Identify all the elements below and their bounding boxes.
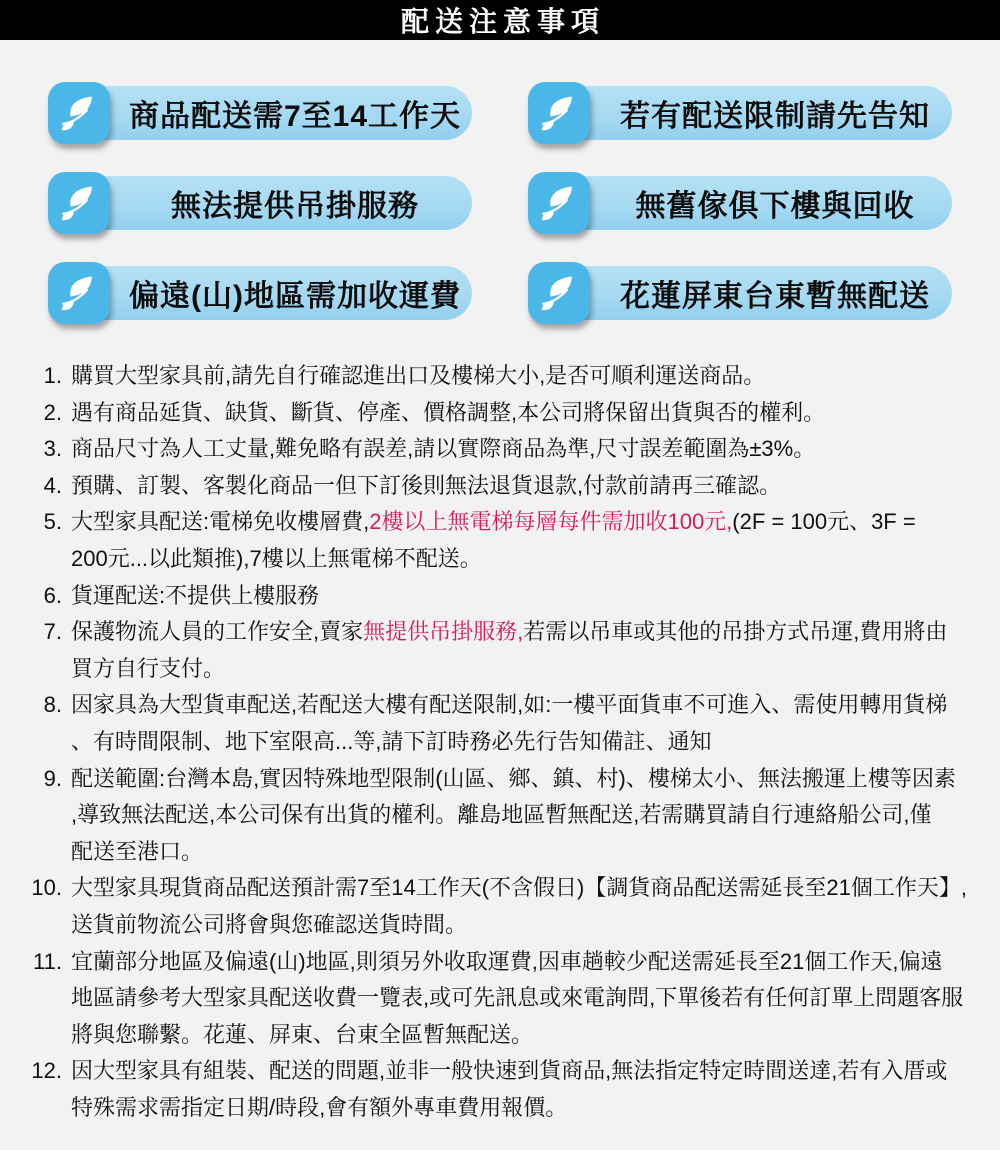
badge-3 (48, 172, 472, 234)
badge-label: 無法提供吊掛服務 (60, 176, 472, 230)
note-line (71, 651, 980, 688)
header-bar (0, 0, 1000, 40)
note-item (20, 687, 980, 760)
note-segment: 因大型家具有組裝、配送的問題,並非一般快速到貨商品,無法指定特定時間送達,若有入厝或 (71, 1058, 948, 1084)
note-line (71, 834, 980, 871)
note-number: 9. (43, 765, 62, 791)
note-line (71, 724, 980, 761)
note-segment: 預購、訂製、客製化商品一但下訂後則無法退貨退款,付款前請再三確認。 (71, 472, 782, 498)
note-segment: 地區請參考大型家具配送收費一覽表,或可先訊息或來電詢問,下單後若有任何訂單上問題客服 (71, 985, 964, 1011)
note-segment: 買方自行支付。 (71, 655, 226, 681)
note-line (71, 431, 980, 468)
note-line (71, 614, 980, 651)
note-item (20, 1053, 980, 1126)
note-number: 8. (43, 692, 62, 718)
note-segment: ,導致無法配送,本公司保有出貨的權利。離島地區暫無配送,若需購買請自行連絡船公司,僅 (71, 802, 932, 828)
note-highlight: 2樓以上無電梯每層每件需加收100元, (369, 509, 733, 535)
note-line (71, 395, 980, 432)
note-number: 5. (43, 509, 62, 535)
note-number: 12. (31, 1058, 62, 1084)
note-segment: 大型家具配送:電梯免收樓層費, (71, 509, 370, 535)
badge-label: 偏遠(山)地區需加收運費 (60, 266, 472, 320)
note-segment: 、有時間限制、地下室限高...等,請下訂時務必先行告知備註、通知 (71, 728, 712, 754)
note-item (20, 358, 980, 395)
note-item (20, 761, 980, 871)
note-item (20, 431, 980, 468)
note-segment: 若需以吊車或其他的吊掛方式吊運,費用將由 (523, 619, 948, 645)
note-line (71, 541, 980, 578)
note-text (71, 944, 980, 1054)
note-line (71, 907, 980, 944)
note-segment: 商品尺寸為人工丈量,難免略有誤差,請以實際商品為準,尺寸誤差範圍為±3%。 (71, 436, 816, 462)
note-number: 4. (43, 472, 62, 498)
badge-label: 若有配送限制請先告知 (540, 86, 952, 140)
note-text (71, 431, 980, 468)
note-text (71, 358, 980, 395)
note-item (20, 614, 980, 687)
badge-5 (48, 262, 472, 324)
note-segment: 因家具為大型貨車配送,若配送大樓有配送限制,如:一樓平面貨車不可進入、需使用轉用貨梯 (71, 692, 948, 718)
note-segment: 200元...以此類推),7樓以上無電梯不配送。 (71, 545, 482, 571)
note-segment: 配送至港口。 (71, 838, 204, 864)
badge-4 (528, 172, 952, 234)
note-text (71, 504, 980, 577)
note-segment: 遇有商品延貨、缺貨、斷貨、停產、價格調整,本公司將保留出貨與否的權利。 (71, 399, 826, 425)
badge-2 (528, 82, 952, 144)
badge-6 (528, 262, 952, 324)
note-line (71, 761, 980, 798)
note-line (71, 1053, 980, 1090)
leaf-icon (48, 262, 110, 324)
note-item (20, 468, 980, 505)
note-text (71, 870, 980, 943)
note-text (71, 1053, 980, 1126)
note-number: 7. (43, 619, 62, 645)
badge-1 (48, 82, 472, 144)
note-line (71, 1017, 980, 1054)
note-highlight: 無提供吊掛服務, (363, 619, 524, 645)
note-segment: 送貨前物流公司將會與您確認送貨時間。 (71, 911, 468, 937)
note-segment: 保護物流人員的工作安全,賣家 (71, 619, 364, 645)
note-number: 6. (43, 582, 62, 608)
note-text (71, 395, 980, 432)
note-text (71, 614, 980, 687)
note-line (71, 358, 980, 395)
note-line (71, 468, 980, 505)
note-number: 2. (43, 399, 62, 425)
badge-label: 商品配送需7至14工作天 (60, 86, 472, 140)
note-item (20, 504, 980, 577)
leaf-icon (528, 262, 590, 324)
note-line (71, 944, 980, 981)
leaf-icon (48, 82, 110, 144)
note-line (71, 504, 980, 541)
note-item (20, 578, 980, 615)
badge-grid (48, 82, 952, 324)
note-line (71, 1090, 980, 1127)
note-line (71, 687, 980, 724)
note-text (71, 578, 980, 615)
delivery-notes-list (20, 358, 980, 1126)
note-text (71, 687, 980, 760)
note-number: 1. (43, 363, 62, 388)
note-item (20, 395, 980, 432)
note-item (20, 870, 980, 943)
badge-label: 花蓮屏東台東暫無配送 (540, 266, 952, 320)
note-line (71, 870, 980, 907)
note-number: 11. (33, 948, 62, 974)
note-segment: 購買大型家具前,請先自行確認進出口及樓梯大小,是否可順利運送商品。 (71, 363, 766, 388)
leaf-icon (48, 172, 110, 234)
note-segment: 宜蘭部分地區及偏遠(山)地區,則須另外收取運費,因車趟較少配送需延長至21個工作天,偏遠 (71, 948, 943, 974)
note-line (71, 980, 980, 1017)
note-segment: 特殊需求需指定日期/時段,會有額外專車費用報價。 (71, 1094, 568, 1120)
page-title: 配送注意事項 (400, 6, 605, 37)
note-item (20, 944, 980, 1054)
note-segment: (2F = 100元、3F = (732, 509, 916, 535)
note-text (71, 468, 980, 505)
note-text (71, 761, 980, 871)
note-number: 3. (43, 436, 62, 462)
note-line (71, 578, 980, 615)
leaf-icon (528, 82, 590, 144)
note-line (71, 797, 980, 834)
note-number: 10. (31, 875, 62, 901)
note-segment: 配送範圍:台灣本島,實因特殊地型限制(山區、鄉、鎮、村)、樓梯太小、無法搬運上樓等因素 (71, 765, 956, 791)
badge-label: 無舊傢俱下樓與回收 (540, 176, 952, 230)
note-segment: 將與您聯繫。花蓮、屏東、台東全區暫無配送。 (71, 1021, 534, 1047)
note-segment: 大型家具現貨商品配送預計需7至14工作天(不含假日)【調貨商品配送需延長至21個工作天】, (71, 875, 967, 901)
note-segment: 貨運配送:不提供上樓服務 (71, 582, 320, 608)
leaf-icon (528, 172, 590, 234)
